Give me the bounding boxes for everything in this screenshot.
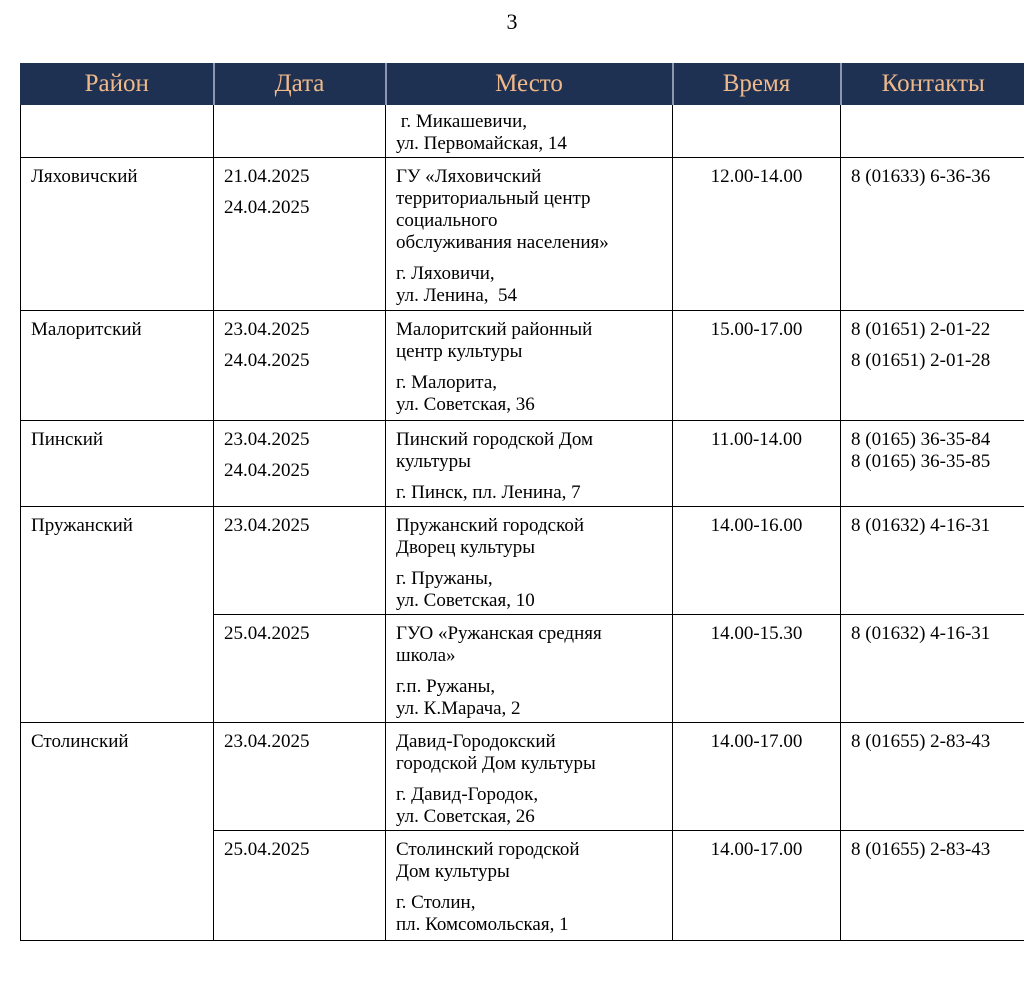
table-row	[21, 723, 1024, 831]
contact-line: 8 (01655) 2-83-43	[851, 731, 991, 752]
district-cell: Пружанский	[21, 507, 214, 723]
place-name-line: территориальный центр	[396, 188, 591, 209]
place-name-line: школа»	[396, 645, 456, 666]
address-line: ул. Советская, 36	[396, 394, 535, 415]
time-cell: 12.00-14.00	[673, 158, 841, 311]
address-line: г.п. Ружаны,	[396, 676, 496, 697]
date-line: 21.04.2025	[224, 166, 310, 187]
table-row	[21, 507, 1024, 615]
contacts-cell	[841, 158, 1024, 311]
place-name-line: Давид-Городокский	[396, 731, 556, 752]
contacts-cell	[841, 723, 1024, 831]
header-place: Место	[386, 64, 673, 105]
district-cell: Малоритский	[21, 311, 214, 421]
place-name-line: Пинский городской Дом	[396, 429, 593, 450]
contact-line: 8 (01651) 2-01-28	[851, 350, 991, 371]
date-cell	[214, 105, 386, 158]
place-name-line: ГУ «Ляховичский	[396, 166, 542, 187]
table-row	[21, 105, 1024, 158]
contacts-cell	[841, 615, 1024, 723]
district-cell	[21, 105, 214, 158]
date-cell	[214, 158, 386, 311]
place-cell	[386, 831, 673, 941]
contacts-cell	[841, 507, 1024, 615]
contact-line: 8 (01651) 2-01-22	[851, 319, 991, 340]
header-date: Дата	[214, 64, 386, 105]
date-line: 25.04.2025	[224, 623, 310, 644]
header-district: Район	[21, 64, 214, 105]
contact-line: 8 (0165) 36-35-85	[851, 451, 991, 472]
address-line: г. Давид-Городок,	[396, 784, 539, 805]
time-cell	[673, 105, 841, 158]
place-name-line: Столинский городской	[396, 839, 580, 860]
date-line: 23.04.2025	[224, 731, 310, 752]
place-name-line: городской Дом культуры	[396, 753, 596, 774]
address-line: г. Столин,	[396, 892, 476, 913]
time-cell: 14.00-15.30	[673, 615, 841, 723]
contact-line: 8 (01632) 4-16-31	[851, 623, 991, 644]
place-cell	[386, 507, 673, 615]
address-line: ул. К.Марача, 2	[396, 698, 521, 719]
time-cell: 11.00-14.00	[673, 421, 841, 507]
date-cell	[214, 507, 386, 615]
date-line: 23.04.2025	[224, 319, 310, 340]
place-cell	[386, 723, 673, 831]
address-line: пл. Комсомольская, 1	[396, 914, 569, 935]
district-cell: Пинский	[21, 421, 214, 507]
table-row	[21, 311, 1024, 421]
address-line: ул. Первомайская, 14	[396, 133, 567, 154]
place-name-line: центр культуры	[396, 341, 523, 362]
place-cell	[386, 615, 673, 723]
table-row	[21, 158, 1024, 311]
address-line: г. Ляховичи,	[396, 263, 495, 284]
header-contacts: Контакты	[841, 64, 1024, 105]
time-cell: 14.00-16.00	[673, 507, 841, 615]
place-name-line: обслуживания населения»	[396, 232, 609, 253]
contacts-cell	[841, 105, 1024, 158]
place-name-line: Малоритский районный	[396, 319, 593, 340]
date-cell	[214, 723, 386, 831]
place-name-line: ГУО «Ружанская средняя	[396, 623, 602, 644]
contact-line: 8 (01633) 6-36-36	[851, 166, 991, 187]
contact-line: 8 (01655) 2-83-43	[851, 839, 991, 860]
address-line: г. Пинск, пл. Ленина, 7	[396, 482, 581, 503]
address-line: ул. Ленина, 54	[396, 285, 518, 306]
place-name-line: Дом культуры	[396, 861, 510, 882]
table-header-row	[21, 64, 1024, 105]
district-cell: Ляховичский	[21, 158, 214, 311]
place-cell	[386, 158, 673, 311]
header-time: Время	[673, 64, 841, 105]
address-line: ул. Советская, 10	[396, 590, 535, 611]
address-line: ул. Советская, 26	[396, 806, 535, 827]
place-cell	[386, 311, 673, 421]
place-cell	[386, 105, 673, 158]
schedule-table	[20, 63, 1024, 941]
date-line: 23.04.2025	[224, 429, 310, 450]
date-cell	[214, 831, 386, 941]
time-cell: 14.00-17.00	[673, 831, 841, 941]
date-line: 25.04.2025	[224, 839, 310, 860]
date-line: 24.04.2025	[224, 350, 310, 371]
contacts-cell	[841, 311, 1024, 421]
date-cell	[214, 311, 386, 421]
contact-line: 8 (0165) 36-35-84	[851, 429, 991, 450]
date-line: 24.04.2025	[224, 197, 310, 218]
contacts-cell	[841, 421, 1024, 507]
time-cell: 15.00-17.00	[673, 311, 841, 421]
district-cell: Столинский	[21, 723, 214, 941]
date-cell	[214, 615, 386, 723]
date-line: 23.04.2025	[224, 515, 310, 536]
address-line: г. Микашевичи,	[396, 111, 528, 132]
time-cell: 14.00-17.00	[673, 723, 841, 831]
place-name-line: Пружанский городской	[396, 515, 585, 536]
address-line: г. Пружаны,	[396, 568, 493, 589]
place-cell	[386, 421, 673, 507]
page-number: 3	[506, 9, 518, 34]
date-line: 24.04.2025	[224, 460, 310, 481]
table-row	[21, 421, 1024, 507]
place-name-line: Дворец культуры	[396, 537, 536, 558]
place-name-line: социального	[396, 210, 498, 231]
address-line: г. Малорита,	[396, 372, 498, 393]
contacts-cell	[841, 831, 1024, 941]
contact-line: 8 (01632) 4-16-31	[851, 515, 991, 536]
date-cell	[214, 421, 386, 507]
place-name-line: культуры	[396, 451, 471, 472]
